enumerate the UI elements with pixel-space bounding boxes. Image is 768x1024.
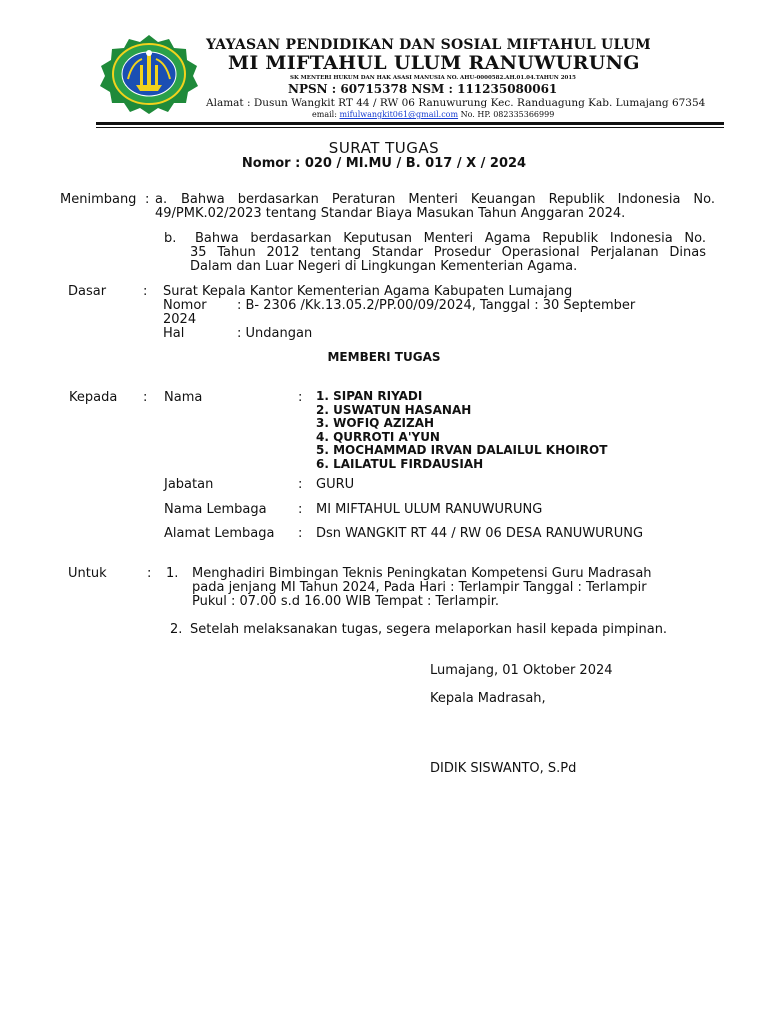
dasar-label: Dasar [68, 284, 107, 299]
jabatan-label: Jabatan [164, 477, 214, 492]
lembaga-colon: : [298, 502, 303, 517]
alamat-value: Dsn WANGKIT RT 44 / RW 06 DESA RANUWURUNG [316, 526, 644, 541]
email-link[interactable]: mifulwangkit061@gmail.com [339, 110, 459, 119]
list-item: 1. SIPAN RIYADI [316, 389, 423, 403]
dasar-hal-label: Hal [163, 326, 185, 341]
names-list [316, 390, 607, 471]
list-item: 4. QURROTI A'YUN [316, 429, 440, 444]
kepada-colon: : [143, 390, 148, 405]
letterhead-divider [96, 122, 724, 125]
alamat-colon: : [298, 526, 303, 541]
list-item: 5. MOCHAMMAD IRVAN DALAILUL KHOIROT [316, 443, 608, 457]
document-number: Nomor : 020 / MI.MU / B. 017 / X / 2024 [241, 156, 527, 171]
letterhead-divider-thin [96, 127, 724, 128]
untuk-item2-text: Setelah melaksanakan tugas, segera melaporkan hasil kepada pimpinan. [190, 622, 668, 637]
untuk-item1-marker: 1. [166, 566, 179, 581]
nama-colon: : [298, 390, 303, 405]
decree-number: SK MENTERI HUKUM DAN HAK ASASI MANUSIA NO. AHU-0000582.AH.01.04.TAHUN 2015 [290, 75, 576, 81]
section-heading: MEMBERI TUGAS [327, 350, 441, 364]
jabatan-colon: : [298, 477, 303, 492]
document-title: SURAT TUGAS [328, 139, 440, 157]
signature-position: Kepala Madrasah, [430, 691, 546, 706]
contact-line [312, 110, 554, 119]
school-name: MI MIFTAHUL ULUM RANUWURUNG [228, 52, 640, 74]
email-label: email: [312, 110, 337, 119]
untuk-item1-line3: Pukul : 07.00 s.d 16.00 WIB Tempat : Terlampir. [192, 594, 500, 609]
list-item: 3. WOFIQ AZIZAH [316, 416, 435, 430]
lembaga-label: Nama Lembaga [164, 502, 267, 517]
untuk-item1-line2: pada jenjang MI Tahun 2024, Pada Hari : Terlampir Tanggal : Terlampir [192, 580, 647, 595]
menimbang-a-line1: Bahwa berdasarkan Peraturan Menteri Keuangan Republik Indonesia No. [181, 192, 715, 207]
menimbang-a-marker: a. [155, 192, 168, 207]
menimbang-b-line2: 35 Tahun 2012 tentang Standar Prosedur Operasional Perjalanan Dinas [190, 245, 706, 260]
foundation-name: YAYASAN PENDIDIKAN DAN SOSIAL MIFTAHUL ULUM [206, 37, 651, 53]
alamat-label: Alamat Lembaga [164, 526, 275, 541]
menimbang-b-line3: Dalam dan Luar Negeri di Lingkungan Kementerian Agama. [190, 259, 578, 274]
menimbang-label: Menimbang [60, 192, 137, 207]
list-item: 2. USWATUN HASANAH [316, 402, 472, 417]
jabatan-value: GURU [316, 477, 355, 492]
dasar-nomor-label: Nomor [163, 298, 207, 313]
kepada-label: Kepada [69, 390, 118, 405]
dasar-line1: Surat Kepala Kantor Kementerian Agama Kabupaten Lumajang [163, 284, 573, 299]
menimbang-b-marker: b. [164, 231, 177, 246]
phone-number: No. HP. 082335366999 [460, 110, 555, 119]
school-emblem-icon [98, 33, 200, 115]
signature-place-date: Lumajang, 01 Oktober 2024 [430, 663, 613, 678]
untuk-item1-line1: Menghadiri Bimbingan Teknis Peningkatan Kompetensi Guru Madrasah [192, 566, 652, 581]
lembaga-value: MI MIFTAHUL ULUM RANUWURUNG [316, 502, 543, 517]
list-item: 6. LAILATUL FIRDAUSIAH [316, 456, 484, 471]
untuk-label: Untuk [68, 566, 107, 581]
untuk-colon: : [147, 566, 152, 581]
school-ids: NPSN : 60715378 NSM : 111235080061 [288, 82, 558, 96]
menimbang-b-line1: Bahwa berdasarkan Keputusan Menteri Agama Republik Indonesia No. [195, 231, 706, 246]
dasar-hal-value: : Undangan [237, 326, 313, 341]
menimbang-colon: : [145, 192, 150, 207]
dasar-nomor-value: : B- 2306 /Kk.13.05.2/PP.00/09/2024, Tanggal : 30 September [237, 298, 636, 313]
school-address: Alamat : Dusun Wangkit RT 44 / RW 06 Ranuwurung Kec. Randuagung Kab. Lumajang 67354 [206, 97, 706, 109]
dasar-colon: : [143, 284, 148, 299]
nama-label: Nama [164, 390, 203, 405]
untuk-item2-marker: 2. [170, 622, 183, 637]
letterhead [0, 0, 768, 135]
signature-name: DIDIK SISWANTO, S.Pd [430, 761, 577, 776]
dasar-nomor-wrap: 2024 [163, 312, 197, 327]
menimbang-a-line2: 49/PMK.02/2023 tentang Standar Biaya Masukan Tahun Anggaran 2024. [155, 206, 626, 221]
